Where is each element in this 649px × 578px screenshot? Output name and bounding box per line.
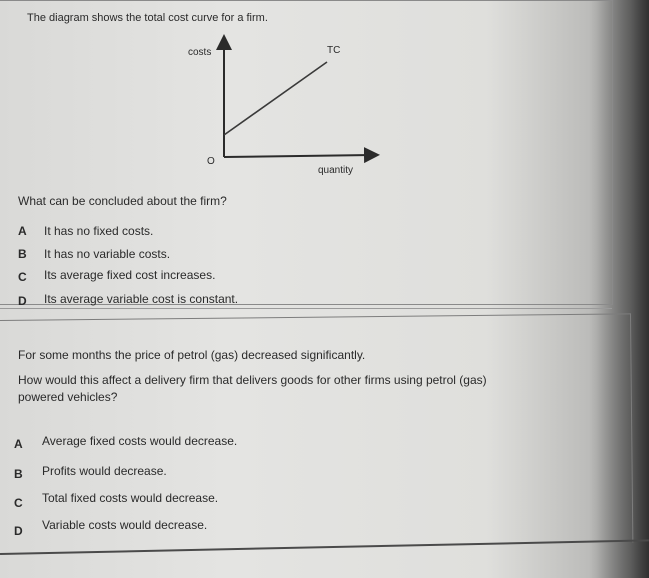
q1-question: What can be concluded about the firm? bbox=[18, 194, 227, 208]
q1-option-b[interactable]: It has no variable costs. bbox=[44, 247, 171, 261]
q2-question-line1: How would this affect a delivery firm that delivers goods for other firms using petrol (gas) bbox=[18, 373, 487, 387]
q1-option-d-letter: D bbox=[18, 294, 27, 308]
q1-option-a-letter: A bbox=[18, 224, 27, 238]
q2-option-c[interactable]: Total fixed costs would decrease. bbox=[42, 491, 219, 505]
origin-label: O bbox=[207, 156, 215, 167]
q2-option-b[interactable]: Profits would decrease. bbox=[42, 464, 167, 478]
q2-option-a-letter: A bbox=[14, 437, 23, 451]
q2-option-c-letter: C bbox=[14, 496, 23, 510]
tc-label: TC bbox=[327, 45, 341, 56]
q1-option-d[interactable]: Its average variable cost is constant. bbox=[44, 292, 239, 306]
q2-option-b-letter: B bbox=[14, 467, 23, 481]
y-axis-label: costs bbox=[188, 47, 212, 58]
q1-option-a[interactable]: It has no fixed costs. bbox=[44, 224, 154, 238]
x-axis bbox=[224, 155, 372, 157]
q2-option-a[interactable]: Average fixed costs would decrease. bbox=[42, 434, 238, 448]
q1-stem: The diagram shows the total cost curve for a firm. bbox=[27, 12, 268, 24]
q1-option-c-letter: C bbox=[18, 270, 27, 284]
q2-stem: For some months the price of petrol (gas) decreased significantly. bbox=[18, 348, 366, 362]
q1-option-c[interactable]: Its average fixed cost increases. bbox=[44, 268, 216, 282]
q2-option-d[interactable]: Variable costs would decrease. bbox=[42, 518, 208, 532]
x-axis-label: quantity bbox=[318, 165, 354, 176]
q2-option-d-letter: D bbox=[14, 524, 23, 538]
tc-curve bbox=[224, 62, 327, 135]
q1-option-b-letter: B bbox=[18, 247, 27, 261]
q2-question-line2: powered vehicles? bbox=[18, 390, 118, 404]
